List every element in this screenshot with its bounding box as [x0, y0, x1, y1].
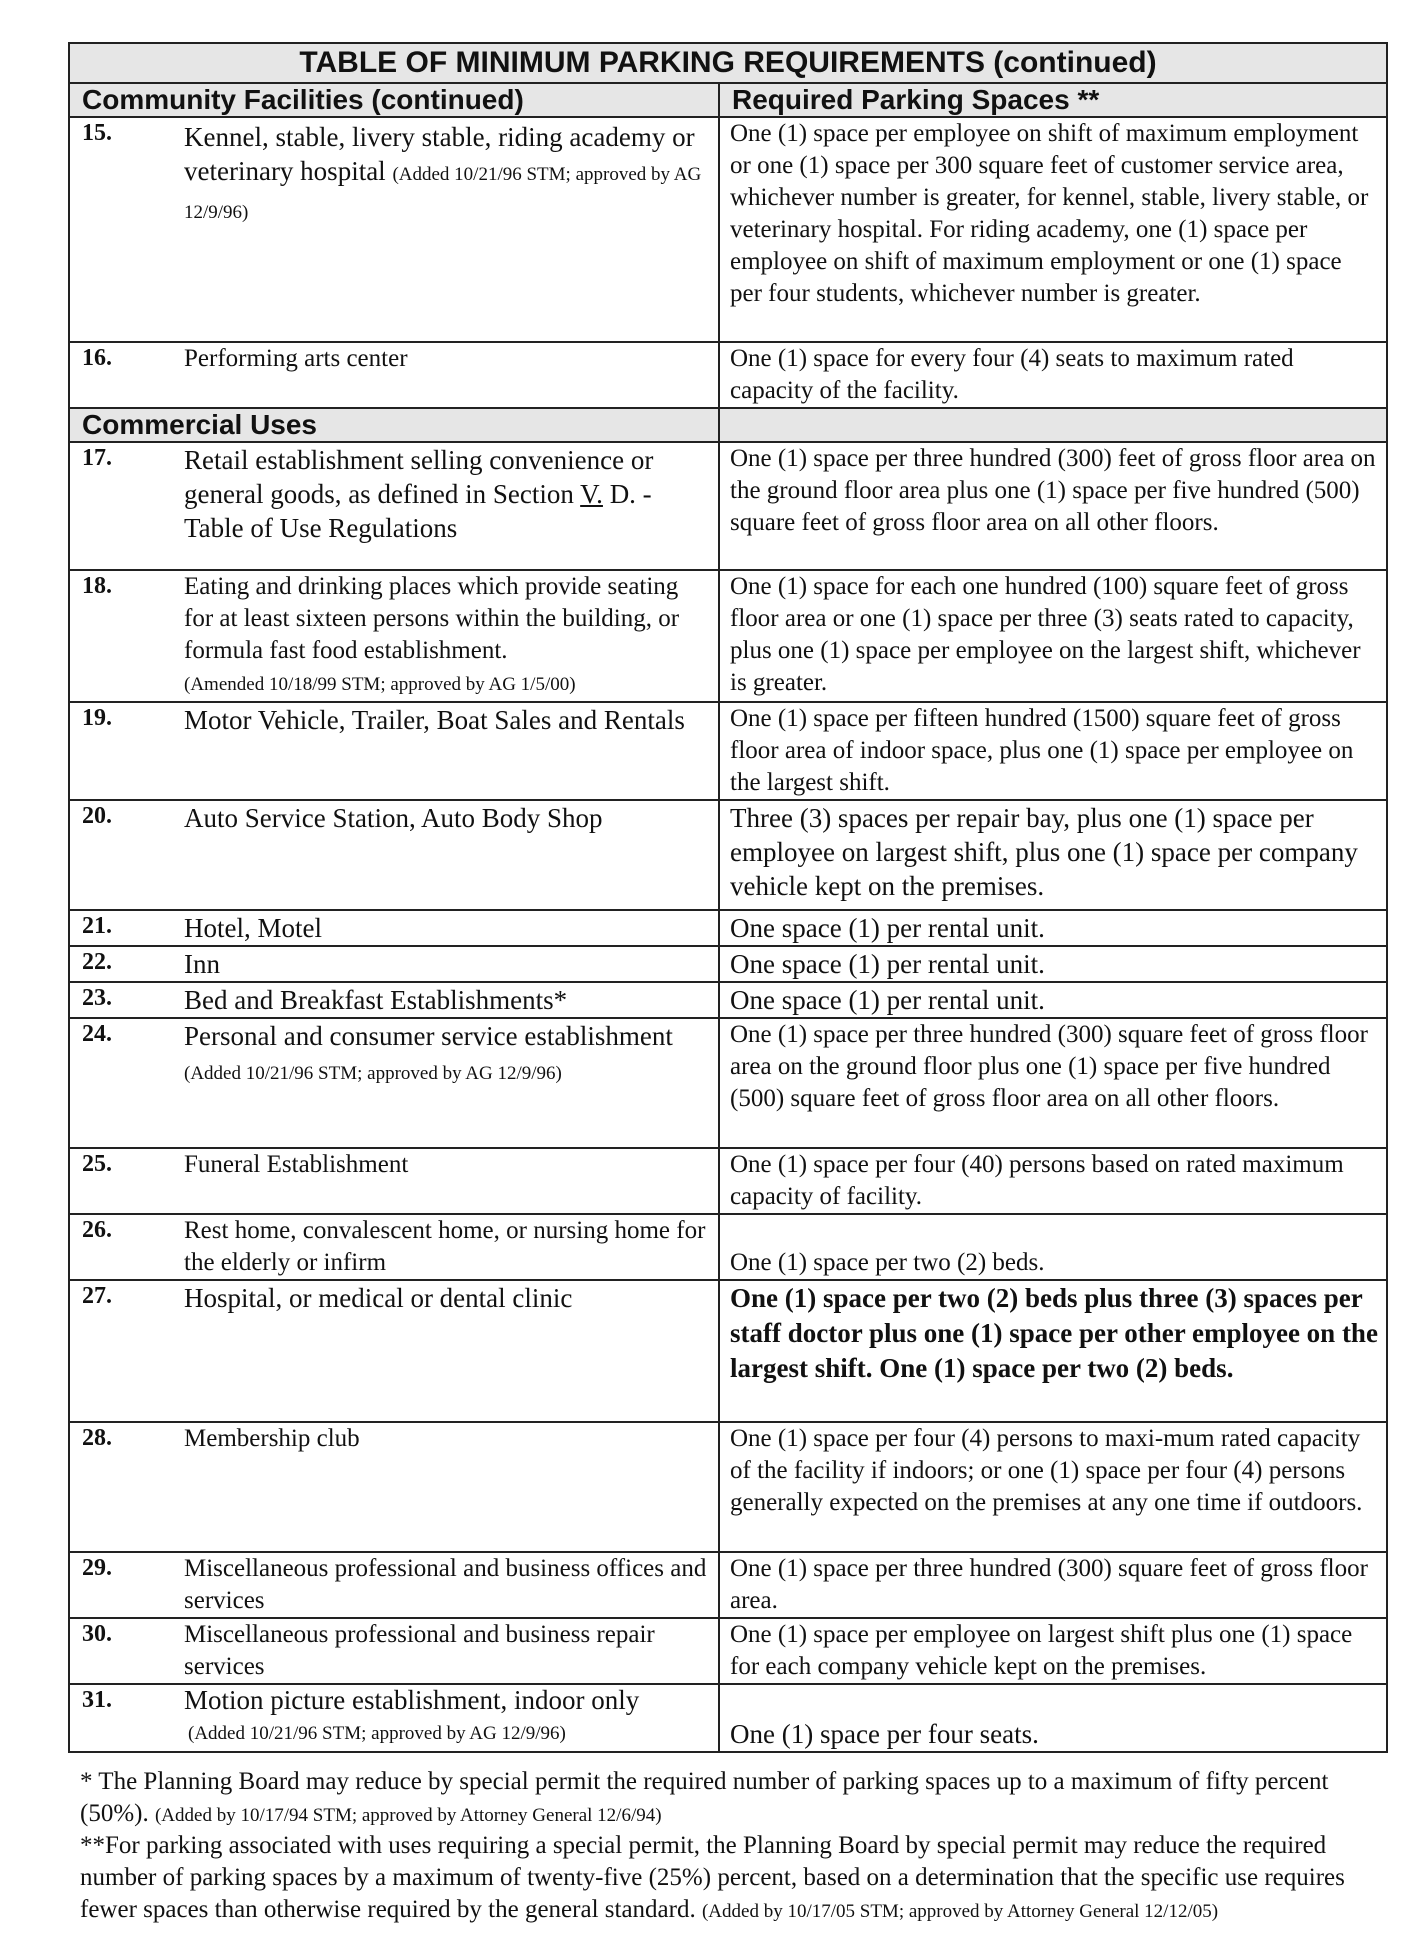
table-row: [69, 1214, 1387, 1280]
row-number: 22.: [82, 949, 112, 975]
table-row: [69, 1148, 1387, 1214]
row-number: 19.: [82, 705, 112, 731]
parking-requirement: One (1) space per employee on largest shift plus one (1) space for each company vehicle kept on the premises.: [730, 1621, 1353, 1680]
use-label: Hospital, or medical or dental clinic: [184, 1283, 573, 1313]
amendment-note: (Added by 10/17/05 STM; approved by Attorney General 12/12/05): [701, 1901, 1219, 1922]
section-header-commercial: Commercial Uses: [69, 408, 719, 442]
footnote-double-asterisk: **For parking associated with uses requiring a special permit, the Planning Board by special permit may reduce the required number of parking spaces by a maximum of twenty-five (25%) percent, based on a determination that the specific use requires fewer spaces than otherwise required by the general standard. (Added by 10/17/05 STM; approved by Attorney General 12/12/05): [80, 1832, 1345, 1923]
parking-requirement: One (1) space per three hundred (300) square feet of gross floor area.: [730, 1555, 1368, 1614]
table-row: [69, 570, 1387, 702]
parking-requirement: Three (3) spaces per repair bay, plus one (1) space per employee on largest shift, plus one (1) space per company vehicle kept on the premises.: [730, 803, 1358, 901]
parking-requirement: One (1) space for every four (4) seats to maximum rated capacity of the facility.: [730, 345, 1294, 404]
row-number: 31.: [82, 1687, 112, 1713]
use-label: Eating and drinking places which provide seating for at least sixteen persons within the building, or formula fast food establishment.: [184, 573, 680, 664]
row-number: 18.: [82, 573, 112, 599]
table-row: [69, 442, 1387, 570]
row-number: 23.: [82, 985, 112, 1011]
parking-requirement: One (1) space per fifteen hundred (1500) square feet of gross floor area of indoor space, plus one (1) space per employee on the largest shift.: [730, 705, 1354, 796]
row-number: 24.: [82, 1021, 112, 1047]
row-number: 17.: [82, 445, 112, 471]
parking-requirement: One space (1) per rental unit.: [730, 949, 1045, 979]
column-header-use: Community Facilities (continued): [69, 83, 719, 117]
parking-requirement: One (1) space per two (2) beds.: [730, 1249, 1045, 1276]
use-label: Miscellaneous professional and business offices and services: [184, 1555, 707, 1614]
use-label: Auto Service Station, Auto Body Shop: [184, 803, 603, 833]
row-number: 26.: [82, 1217, 112, 1243]
row-number: 25.: [82, 1151, 112, 1177]
table-title: TABLE OF MINIMUM PARKING REQUIREMENTS (continued): [69, 43, 1387, 83]
use-label: Motor Vehicle, Trailer, Boat Sales and Rentals: [184, 705, 685, 735]
section-header-blank: [719, 408, 1387, 442]
table-row: [69, 342, 1387, 408]
use-label: Motion picture establishment, indoor only: [184, 1685, 640, 1715]
amendment-note: (Added by 10/17/94 STM; approved by Attorney General 12/6/94): [154, 1805, 662, 1826]
use-label: Hotel, Motel: [184, 913, 322, 943]
parking-requirement: One (1) space for each one hundred (100) square feet of gross floor area or one (1) space per three (3) seats rated to capacity, plus one (1) space per employee on the largest shift, whichever is greater.: [730, 573, 1361, 696]
table-row: [69, 800, 1387, 910]
use-label: Inn: [184, 949, 220, 979]
parking-requirement: One space (1) per rental unit.: [730, 985, 1045, 1015]
table-row: [69, 1618, 1387, 1684]
amendment-note: (Added 10/21/96 STM; approved by AG 12/9/96): [184, 1063, 562, 1084]
parking-requirement: One space (1) per rental unit.: [730, 913, 1045, 943]
row-number: 29.: [82, 1555, 112, 1581]
use-label: Performing arts center: [184, 345, 408, 372]
column-header-parking: Required Parking Spaces **: [719, 83, 1387, 117]
table-row: [69, 1422, 1387, 1552]
parking-requirement: One (1) space per four seats.: [730, 1719, 1039, 1749]
parking-requirement: One (1) space per three hundred (300) square feet of gross floor area on the ground floor plus one (1) space per five hundred (500) square feet of gross floor area on all other floors.: [730, 1021, 1368, 1112]
row-number: 21.: [82, 913, 112, 939]
amendment-note: (Added 10/21/96 STM; approved by AG 12/9/96): [184, 164, 702, 223]
row-number: 28.: [82, 1425, 112, 1451]
parking-requirement: One (1) space per three hundred (300) feet of gross floor area on the ground floor area plus one (1) space per five hundred (500) square feet of gross floor area on all other floors.: [730, 445, 1376, 536]
table-row: [69, 982, 1387, 1018]
table-row: [69, 946, 1387, 982]
parking-requirement: One (1) space per two (2) beds plus three (3) spaces per staff doctor plus one (1) space per other employee on the largest shift. One (1) space per two (2) beds.: [730, 1283, 1378, 1383]
row-number: 30.: [82, 1621, 112, 1647]
row-number: 15.: [82, 120, 112, 146]
table-row: [69, 117, 1387, 342]
row-number: 16.: [82, 345, 112, 371]
use-label: Rest home, convalescent home, or nursing home for the elderly or infirm: [184, 1217, 706, 1276]
parking-requirement: One (1) space per four (4) persons to maxi-mum rated capacity of the facility if indoors; or one (1) space per four (4) persons generally expected on the premises at any one time if outdoors.: [730, 1425, 1363, 1516]
use-label: Kennel, stable, livery stable, riding academy or veterinary hospital: [184, 122, 695, 186]
use-label: Bed and Breakfast Establishments*: [184, 985, 568, 1015]
parking-requirement: One (1) space per four (40) persons based on rated maximum capacity of facility.: [730, 1151, 1344, 1210]
table-row: [69, 910, 1387, 946]
use-label: Membership club: [184, 1425, 360, 1452]
use-label: Funeral Establishment: [184, 1151, 409, 1178]
row-number: 27.: [82, 1283, 112, 1309]
use-label: Miscellaneous professional and business repair services: [184, 1621, 655, 1680]
parking-requirements-table: [68, 42, 1388, 1753]
table-row: [69, 1280, 1387, 1422]
amendment-note: (Amended 10/18/99 STM; approved by AG 1/5/00): [184, 674, 576, 695]
parking-table-sheet: [68, 42, 1386, 1753]
amendment-note: (Added 10/21/96 STM; approved by AG 12/9/96): [188, 1723, 566, 1744]
table-row: [69, 1552, 1387, 1618]
row-number: 20.: [82, 803, 112, 829]
table-row: [69, 702, 1387, 800]
table-row: [69, 1684, 1387, 1752]
parking-requirement: One (1) space per employee on shift of maximum employment or one (1) space per 300 square feet of customer service area, whichever number is greater, for kennel, stable, livery stable, or veterinary hospital. For riding academy, one (1) space per employee on shift of maximum employment or one (1) space per four students, whichever number is greater.: [730, 120, 1369, 307]
footnote-single-asterisk: * The Planning Board may reduce by special permit the required number of parking spaces up to a maximum of fifty percent (50%). (Added by 10/17/94 STM; approved by Attorney General 12/6/94): [80, 1768, 1329, 1827]
table-row: [69, 1018, 1387, 1148]
use-label: Retail establishment selling convenience or general goods, as defined in Section V. D. - Table of Use Regulations: [184, 445, 654, 543]
use-label: Personal and consumer service establishment: [184, 1021, 673, 1051]
